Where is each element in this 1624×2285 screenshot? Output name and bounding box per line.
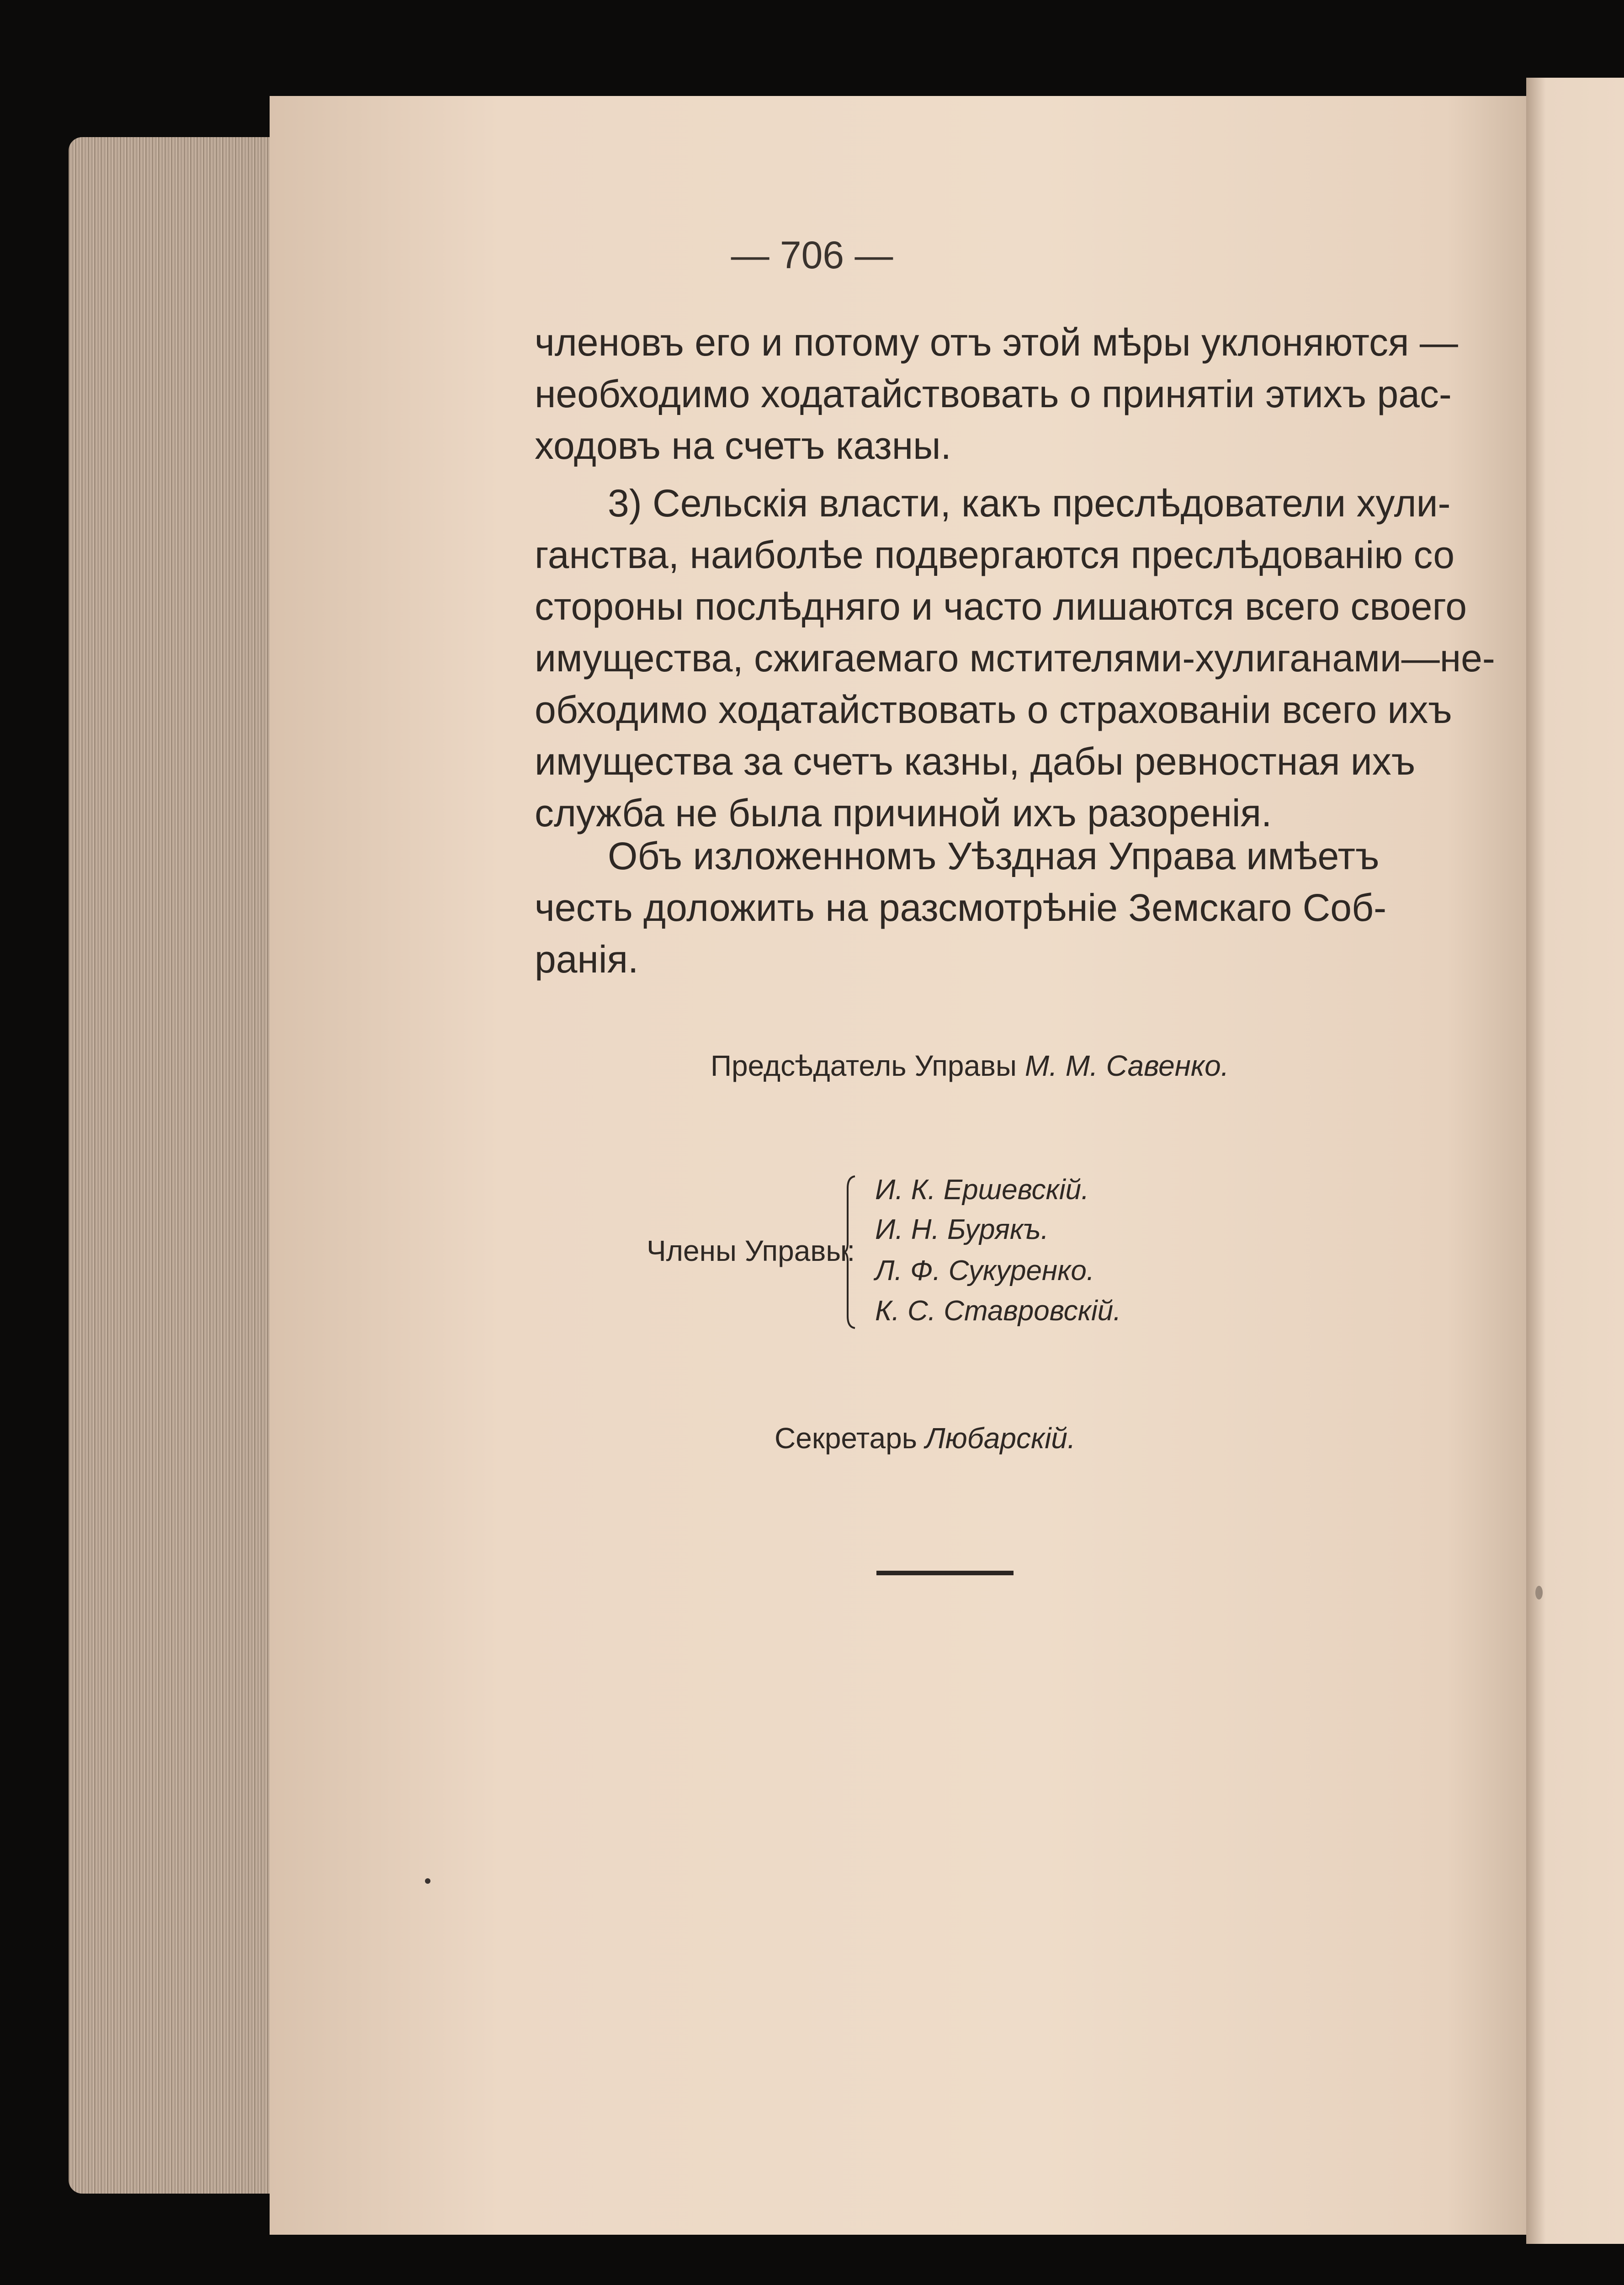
member-name: Л. Ф. Сукуренко.	[875, 1255, 1095, 1286]
secretary-label: Секретарь	[775, 1422, 917, 1455]
closing-rule	[876, 1571, 1014, 1575]
ink-speck	[425, 1878, 430, 1884]
text-line: имущества, сжигаемаго мстителями-хулиганами—не-	[535, 637, 1495, 680]
chairman-signature	[711, 1049, 1229, 1083]
secretary-signature	[775, 1421, 1076, 1455]
paragraph-conclusion	[535, 830, 1387, 985]
members-brace	[843, 1174, 857, 1330]
chairman-label: Предсѣдатель Управы	[711, 1049, 1017, 1082]
ink-speck	[1535, 1586, 1543, 1600]
paragraph-continuation	[535, 317, 1458, 472]
text-line: членовъ его и потому отъ этой мѣры уклоняются —	[535, 321, 1458, 364]
text-line: обходимо ходатайствовать о страхованіи всего ихъ	[535, 688, 1452, 731]
member-name: К. С. Ставровскій.	[875, 1295, 1121, 1327]
member-name: И. К. Ершевскій.	[875, 1174, 1089, 1206]
text-line: ходовъ на счетъ казны.	[535, 424, 951, 467]
text-line: ганства, наиболѣе подвергаются преслѣдованію со	[535, 533, 1455, 576]
text-line: 3) Сельскія власти, какъ преслѣдователи хули-	[608, 482, 1451, 525]
secretary-name: Любарскій.	[925, 1422, 1076, 1455]
page-number: — 706 —	[731, 234, 893, 276]
text-line: честь доложить на разсмотрѣніе Земскаго Соб-	[535, 886, 1387, 929]
facing-page-edge	[1526, 78, 1624, 2244]
chairman-name: М. М. Савенко.	[1024, 1049, 1229, 1082]
text-line: ранія.	[535, 938, 639, 981]
text-line: стороны послѣдняго и часто лишаются всего своего	[535, 585, 1467, 628]
paragraph-point-3	[535, 478, 1495, 839]
text-line: Объ изложенномъ Уѣздная Управа имѣетъ	[608, 834, 1380, 877]
text-line: служба не была причиной ихъ разоренія.	[535, 792, 1272, 834]
text-line: имущества за счетъ казны, дабы ревностная ихъ	[535, 740, 1416, 783]
members-label: Члены Управы:	[647, 1234, 855, 1267]
member-name: И. Н. Бурякъ.	[875, 1214, 1049, 1245]
text-line: необходимо ходатайствовать о принятіи этихъ рас-	[535, 372, 1452, 415]
